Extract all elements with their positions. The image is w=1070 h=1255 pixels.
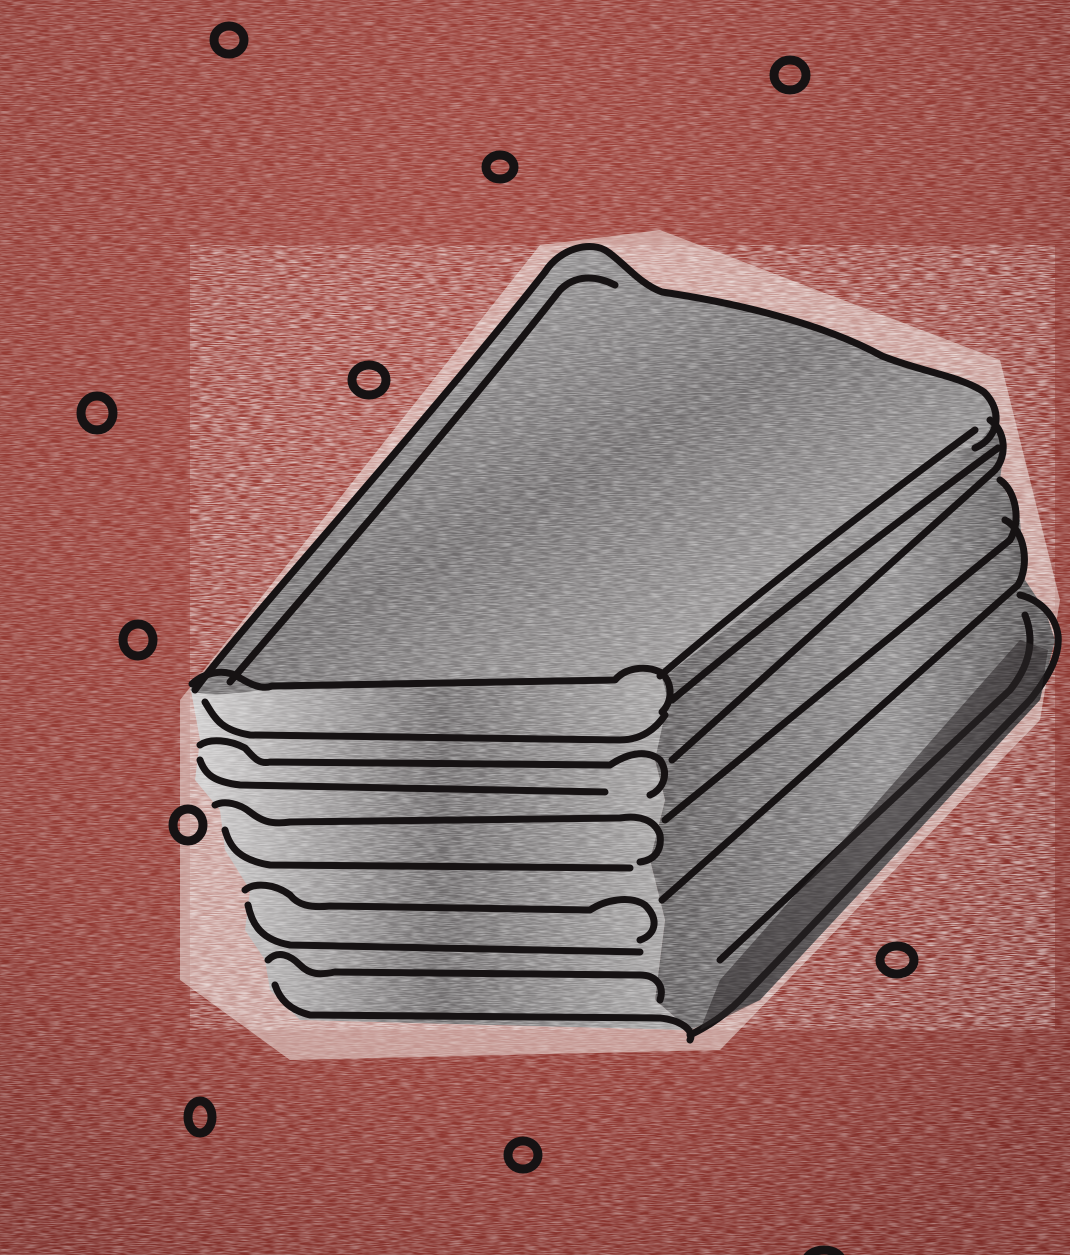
dot bbox=[806, 1250, 842, 1255]
